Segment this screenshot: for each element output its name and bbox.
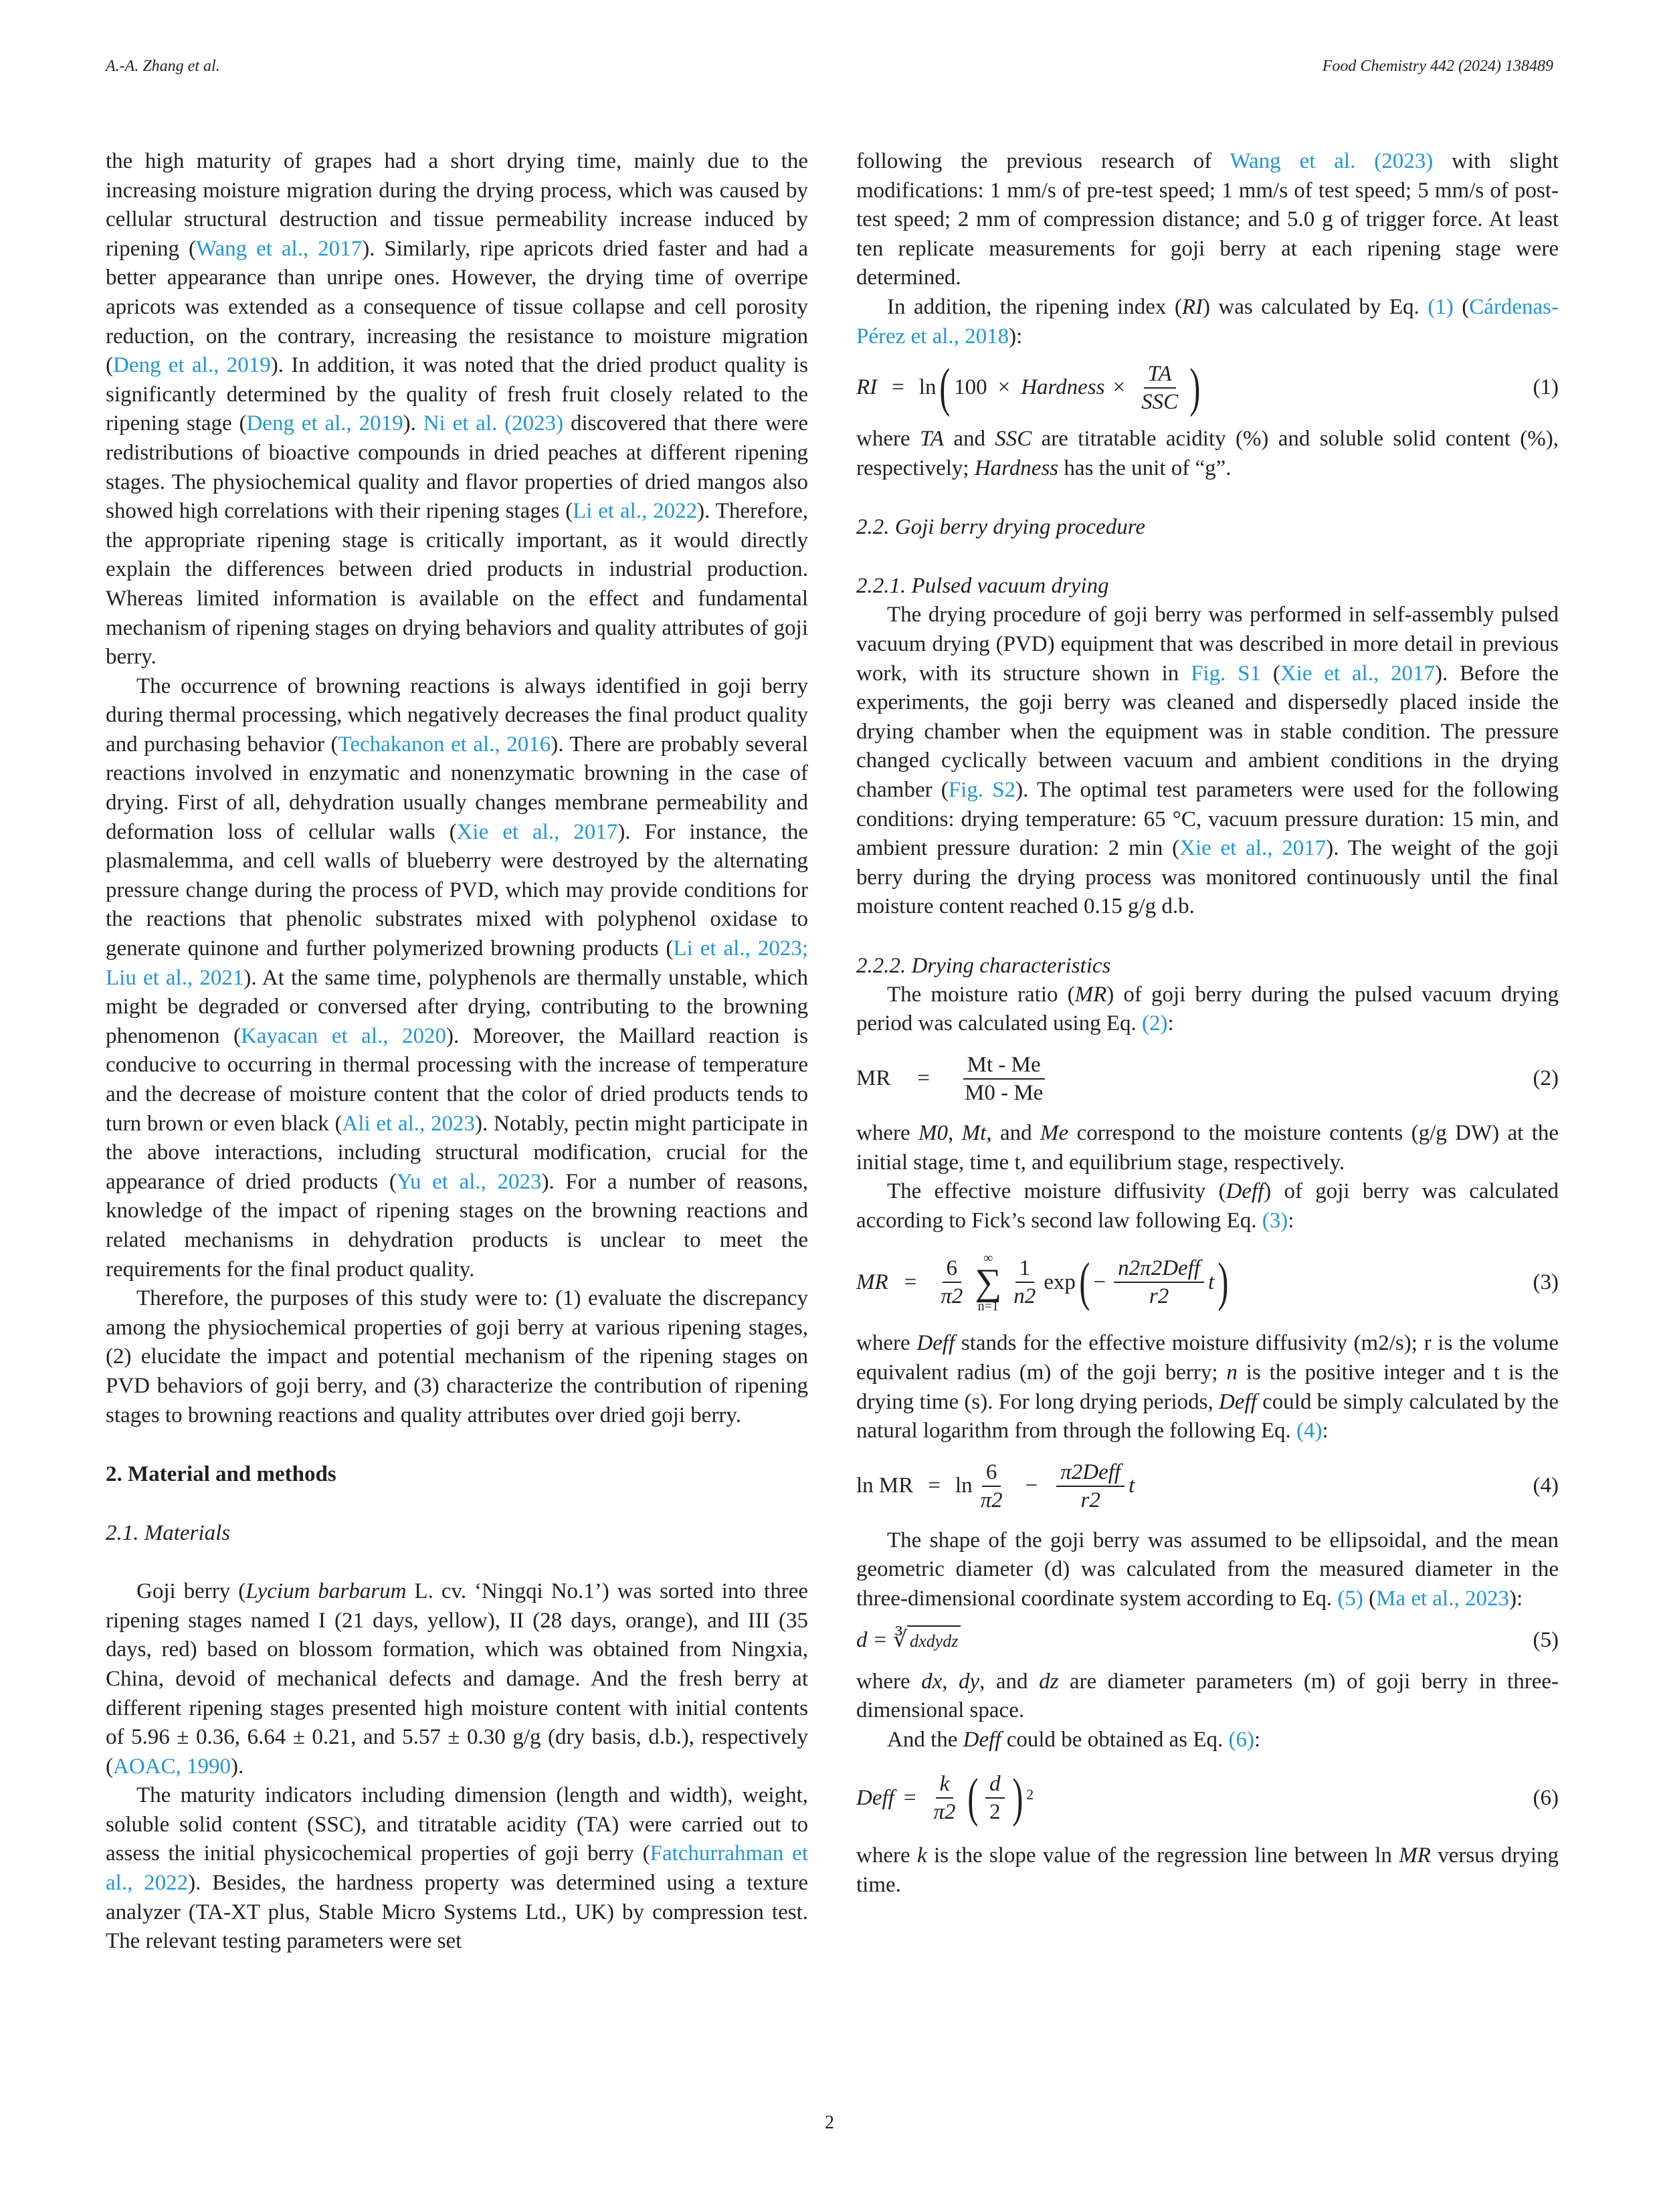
sigma-icon: ∑: [975, 1262, 1002, 1304]
eq-symbol: RI: [856, 375, 878, 400]
denominator: n2: [1013, 1284, 1036, 1309]
paragraph: [856, 1841, 1559, 1900]
text: has the unit of “g”.: [1058, 456, 1232, 480]
text: The drying procedure of goji berry was performed in self-assembly pulsed vacuum drying (PVD) equipment that was described in more detail in previous work, with its structure shown in: [856, 603, 1559, 686]
text: is the positive integer and t is the drying time (s). For long drying periods,: [856, 1361, 1559, 1414]
paragraph: [856, 1526, 1559, 1614]
text: , and: [986, 1121, 1041, 1146]
text: ). Therefore, the appropriate ripening stage is critically important, as it would directly explain the differences between dried products in industrial production. Whereas limited information is available on the effect and fundamental mechanism of ripening stages on drying behaviors and quality attributes of goji berry.: [106, 499, 808, 670]
text: The occurrence of browning reactions is always identified in goji berry during thermal processing, which negatively decreases the final product quality and purchasing behavior (: [106, 674, 808, 757]
paragraph: [856, 147, 1559, 293]
paragraph: [106, 1781, 808, 1956]
symbol: Deff: [963, 1727, 1001, 1752]
text: ). The optimal test parameters were used for the following conditions: drying temperature: 65 °C, vacuum pressure duration: 15 min, and ambient pressure duration: 2 min (: [856, 777, 1559, 861]
eq-operator: ×: [997, 375, 1011, 400]
citation-link[interactable]: Cárdenas-Pérez et al., 2018: [856, 294, 1559, 348]
citation-link[interactable]: Li et al., 2023; Liu et al., 2021: [106, 936, 808, 990]
eq-operator: ×: [1112, 375, 1126, 400]
text: ):: [1009, 324, 1023, 348]
paragraph: [856, 293, 1559, 351]
text: :: [1322, 1419, 1329, 1443]
eq-symbol: t: [1129, 1474, 1135, 1498]
symbol: TA: [919, 427, 944, 451]
running-head-authors: A.-A. Zhang et al.: [106, 58, 220, 75]
page-number: 2: [825, 2112, 834, 2133]
citation-link[interactable]: AOAC, 1990: [113, 1754, 231, 1779]
text: ) was calculated by Eq.: [1202, 294, 1428, 319]
symbol: MR: [1074, 982, 1107, 1007]
citation-link[interactable]: Wang et al. (2023): [1230, 149, 1434, 173]
summation: [975, 1251, 1001, 1314]
symbol: dx: [921, 1669, 943, 1694]
equation-link[interactable]: (3): [1262, 1208, 1288, 1233]
symbol: SSC: [995, 427, 1032, 451]
sum-lower: n=1: [977, 1299, 999, 1314]
subsection-heading: 2.2. Goji berry drying procedure: [856, 515, 1145, 540]
equation-number: (4): [1533, 1474, 1559, 1498]
figure-link[interactable]: Fig. S2: [948, 777, 1016, 802]
text: and: [944, 427, 995, 451]
text: ). The weight of the goji berry during the drying process was monitored continuously until the final moisture content reached 0.15 g/g d.b.: [856, 836, 1559, 919]
text: where: [856, 1669, 922, 1694]
symbol: Deff: [1219, 1389, 1257, 1414]
text: stands for the effective moisture diffusivity (m2/s); r is the volume equivalent radius (m) of the goji berry;: [856, 1331, 1559, 1385]
text: ). In addition, it was noted that the dried product quality is significantly determined by the quality of fresh fruit closely related to the ripening stage (: [106, 353, 808, 436]
text: ) of goji berry during the pulsed vacuum drying period was calculated using Eq.: [856, 982, 1559, 1036]
eq-symbol: ln MR: [856, 1474, 914, 1498]
text: ). There are probably several reactions involved in enzymatic and nonenzymatic browning in the case of drying. First of all, dehydration usually changes membrane permeability and deformation loss of cellular walls (: [106, 732, 808, 844]
eq-fraction: [1009, 1255, 1040, 1310]
symbol: Deff: [916, 1331, 955, 1356]
text: And the: [887, 1727, 963, 1752]
paragraph: [856, 425, 1559, 483]
eq-symbol: t: [1208, 1270, 1215, 1294]
paragraph: [856, 1177, 1559, 1235]
section-heading: 2. Material and methods: [106, 1462, 336, 1487]
right-paren: ): [1189, 359, 1201, 418]
symbol: RI: [1181, 294, 1203, 319]
text: :: [1288, 1208, 1294, 1233]
text: discovered that there were redistributions of bioactive compounds in dried peaches at different ripening stages. The physiochemical quality and flavor properties of dried mangos also showed high correlations with their ripening stages (: [106, 411, 809, 524]
citation-link[interactable]: Deng et al., 2019: [246, 411, 403, 436]
right-paren: ): [1011, 1769, 1023, 1828]
denominator: π2: [980, 1488, 1003, 1512]
text: (: [1261, 661, 1280, 686]
eq-fraction: [961, 1051, 1047, 1106]
eq-number: 100: [954, 375, 987, 400]
text: is the slope value of the regression line between ln: [926, 1843, 1399, 1868]
text: ). Besides, the hardness property was determined using a texture analyzer (TA-XT plus, Stable Micro Systems Ltd., UK) by compression test. The relevant testing parameters were set: [106, 1871, 808, 1954]
equation-number: (6): [1533, 1785, 1559, 1810]
subsubsection-heading: 2.2.1. Pulsed vacuum drying: [856, 574, 1109, 599]
symbol: dz: [1039, 1669, 1059, 1694]
citation-link[interactable]: Ni et al. (2023): [423, 411, 564, 436]
species-name: Lycium barbarum: [246, 1579, 407, 1604]
paragraph: [856, 1329, 1559, 1445]
paragraph: [856, 1119, 1559, 1177]
equation-1: [856, 351, 1559, 425]
eq-fraction: [1056, 1459, 1125, 1514]
text: are titratable acidity (%) and soluble solid content (%), respectively;: [856, 427, 1559, 480]
paragraph: [856, 981, 1559, 1039]
citation-link[interactable]: Xie et al., 2017: [1179, 836, 1327, 861]
numerator: 6: [982, 1459, 1001, 1487]
text: versus drying time.: [856, 1843, 1559, 1897]
denominator: r2: [1149, 1284, 1169, 1309]
exponent: 2: [1026, 1786, 1034, 1803]
equation-number: (5): [1533, 1627, 1559, 1652]
numerator: 6: [943, 1255, 962, 1283]
text: (: [1453, 294, 1470, 319]
text: The effective moisture diffusivity (: [887, 1179, 1226, 1204]
symbol: MR: [1399, 1843, 1431, 1868]
text: ).: [403, 411, 423, 436]
sum-upper: ∞: [983, 1251, 993, 1266]
equation-number: (2): [1533, 1066, 1559, 1091]
paragraph: [856, 1726, 1559, 1755]
text: ). Notably, pectin might participate in the above interactions, including structural modification, crucial for the appearance of dried products (: [106, 1111, 808, 1194]
text: following the previous research of: [856, 149, 1230, 173]
eq-operator: −: [1093, 1270, 1106, 1294]
eq-operator: =: [928, 1474, 941, 1498]
text: ). For a number of reasons, knowledge of the impact of ripening stages on the browning reactions and related mechanisms in dehydration products is unclear to meet the requirements for the final product quality.: [106, 1169, 808, 1282]
text: In addition, the ripening index (: [887, 294, 1182, 319]
right-column: [856, 147, 1559, 1900]
equation-link[interactable]: (5): [1337, 1587, 1363, 1611]
citation-link[interactable]: Yu et al., 2023: [396, 1169, 542, 1194]
text: Goji berry (: [136, 1579, 246, 1604]
numerator: d: [985, 1771, 1005, 1799]
citation-link[interactable]: Kayacan et al., 2020: [240, 1023, 446, 1048]
text: ). At the same time, polyphenols are thermally unstable, which might be degraded or conversed after drying, contributing to the browning phenomenon (: [106, 965, 808, 1048]
text: the high maturity of grapes had a short drying time, mainly due to the increasing moisture migration during the drying process, which was caused by cellular structural destruction and tissue permeability increase induced by ripening (: [106, 149, 808, 261]
eq-fraction: [1137, 361, 1182, 415]
figure-link[interactable]: Fig. S1: [1191, 661, 1262, 686]
eq-fraction: [929, 1771, 959, 1825]
subsubsection-heading: 2.2.2. Drying characteristics: [856, 953, 1111, 978]
equation-number: (3): [1533, 1270, 1559, 1294]
radicand: dxdydz: [907, 1625, 961, 1656]
eq-operator: =: [892, 375, 904, 400]
eq-operator: =: [917, 1066, 930, 1091]
subsection-heading: 2.1. Materials: [106, 1521, 231, 1546]
text: are diameter parameters (m) of goji berry in three-dimensional space.: [856, 1669, 1559, 1723]
citation-link[interactable]: Ali et al., 2023: [342, 1111, 476, 1136]
eq-symbol: MR: [856, 1270, 888, 1294]
eq-symbol: Deff: [856, 1785, 894, 1810]
eq-fraction: [977, 1459, 1007, 1514]
left-paren: (: [939, 359, 951, 418]
text: ). Similarly, ripe apricots dried faster and had a better appearance than unripe ones. However, the drying time of overripe apricots was extended as a consequence of tissue collapse and cell porosity reduction, on the contrary, increasing the resistance to moisture migration (: [106, 236, 808, 378]
text: where: [856, 1331, 917, 1356]
text: with slight modifications: 1 mm/s of pre-test speed; 1 mm/s of test speed; 5 mm/s of post-test speed; 2 mm of compression distance; and 5.0 g of trigger force. At least ten replicate measurements for goji berry at each ripening stage were determined.: [856, 149, 1559, 290]
eq-operator: −: [1025, 1474, 1038, 1498]
text: correspond to the moisture contents (g/g DW) at the initial stage, time t, and equilibrium stage, respectively.: [856, 1121, 1559, 1175]
citation-link[interactable]: Wang et al., 2017: [195, 236, 363, 261]
symbol: n: [1226, 1361, 1238, 1385]
left-paren: (: [967, 1769, 978, 1828]
text: could be obtained as Eq.: [1001, 1727, 1229, 1752]
symbol: dy: [959, 1669, 980, 1694]
denominator: r2: [1080, 1488, 1100, 1512]
equation-4: [856, 1446, 1559, 1526]
eq-symbol: MR: [856, 1066, 891, 1091]
text: ,: [948, 1121, 962, 1146]
numerator: 1: [1015, 1255, 1035, 1283]
eq-fraction: [1114, 1255, 1204, 1310]
citation-link[interactable]: Techakanon et al., 2016: [338, 732, 551, 757]
right-paren: ): [1217, 1253, 1229, 1312]
symbol: k: [916, 1843, 927, 1868]
denominator: π2: [941, 1284, 963, 1309]
eq-fraction: [937, 1255, 967, 1310]
eq-fraction: [985, 1771, 1005, 1825]
equation-link[interactable]: (4): [1296, 1419, 1323, 1443]
text: ) of goji berry was calculated according to Fick’s second law following Eq.: [856, 1179, 1559, 1233]
text: where: [856, 427, 920, 451]
cube-root-icon: ∛: [893, 1627, 908, 1652]
text: The maturity indicators including dimension (length and width), weight, soluble solid content (SSC), and titratable acidity (TA) were carried out to assess the initial physicochemical properties of goji berry (: [106, 1783, 808, 1866]
text: ). For instance, the plasmalemma, and cell walls of blueberry were destroyed by the alternating pressure change during the process of PVD, which may provide conditions for the reactions that phenolic substrates mixed with polyphenol oxidase to generate quinone and further polymerized browning products (: [106, 819, 809, 961]
equation-5: [856, 1614, 1559, 1668]
text: The shape of the goji berry was assumed to be ellipsoidal, and the mean geometric diameter (d) was calculated from the measured diameter in the three-dimensional coordinate system according to Eq.: [856, 1528, 1559, 1611]
text: (: [1363, 1587, 1377, 1611]
symbol: Deff: [1226, 1179, 1264, 1204]
eq-function: ln: [918, 375, 937, 400]
numerator: Mt - Me: [963, 1051, 1045, 1080]
citation-link[interactable]: Li et al., 2022: [573, 499, 698, 524]
equation-link[interactable]: (2): [1142, 1011, 1168, 1036]
denominator: 2: [989, 1800, 1001, 1825]
eq-operator: =: [904, 1270, 917, 1294]
paragraph: [856, 601, 1559, 922]
equation-link[interactable]: (1): [1428, 294, 1454, 319]
left-paren: (: [1079, 1253, 1090, 1312]
text: ). Moreover, the Maillard reaction is conducive to occurring in thermal processing with the increase of temperature and the decrease of moisture content that the color of dried products tends to turn brown or even black (: [106, 1023, 808, 1136]
equation-2: [856, 1039, 1559, 1119]
numerator: k: [936, 1771, 954, 1799]
denominator: SSC: [1141, 390, 1179, 415]
citation-link[interactable]: Xie et al., 2017: [1280, 661, 1436, 686]
numerator: π2Deff: [1056, 1459, 1125, 1487]
equation-3: [856, 1235, 1559, 1329]
text: where: [856, 1121, 919, 1146]
citation-link[interactable]: Deng et al., 2019: [113, 353, 271, 378]
text: where: [856, 1843, 917, 1868]
text: ):: [1508, 1587, 1523, 1611]
symbol: Hardness: [974, 456, 1059, 480]
eq-operator: =: [874, 1627, 887, 1652]
text: , and: [979, 1669, 1040, 1694]
eq-symbol: Hardness: [1021, 375, 1105, 400]
eq-operator: =: [903, 1785, 916, 1810]
text: could be simply calculated by the natural logarithm from through the following Eq.: [856, 1389, 1559, 1443]
text: ).: [231, 1754, 244, 1779]
equation-link[interactable]: (6): [1228, 1727, 1254, 1752]
eq-function: exp: [1044, 1270, 1076, 1294]
eq-symbol: d: [856, 1627, 868, 1652]
equation-6: [856, 1754, 1559, 1841]
symbol: Me: [1040, 1121, 1069, 1146]
paragraph: [106, 672, 808, 1284]
paragraph: Therefore, the purposes of this study were to: (1) evaluate the discrepancy among the physiochemical properties of goji berry at various ripening stages, (2) elucidate the impact and potential mechanism of the ripening stages on PVD behaviors of goji berry, and (3) characterize the contribution of ripening stages to browning reactions and quality attributes over dried goji berry.: [106, 1286, 808, 1427]
symbol: M0: [918, 1121, 949, 1146]
paragraph: [856, 1668, 1559, 1726]
numerator: n2π2Deff: [1114, 1255, 1204, 1283]
text: ,: [942, 1669, 959, 1694]
text: :: [1254, 1727, 1261, 1752]
text: The moisture ratio (: [887, 982, 1075, 1007]
citation-link[interactable]: Ma et al., 2023: [1376, 1587, 1509, 1611]
paragraph: [106, 1577, 808, 1781]
symbol: Mt: [961, 1121, 987, 1146]
citation-link[interactable]: Xie et al., 2017: [456, 819, 618, 844]
running-head-journal: Food Chemistry 442 (2024) 138489: [1322, 58, 1553, 75]
citation-link[interactable]: Fatchurrahman et al., 2022: [106, 1841, 808, 1896]
equation-number: (1): [1533, 375, 1559, 400]
eq-function: ln: [955, 1474, 973, 1498]
denominator: M0 - Me: [964, 1081, 1044, 1106]
numerator: TA: [1144, 361, 1176, 389]
denominator: π2: [933, 1800, 956, 1825]
paragraph: [106, 147, 808, 672]
left-column: [106, 147, 808, 1956]
text: ). Before the experiments, the goji berry was cleaned and dispersedly placed inside the drying chamber when the equipment was in stable condition. The pressure changed cyclically between vacuum and ambient conditions in the drying chamber (: [856, 661, 1559, 802]
text: :: [1167, 1011, 1174, 1036]
text: L. cv. ‘Ningqi No.1’) was sorted into three ripening stages named I (21 days, yellow), II (28 days, orange), and III (35 days, red) based on blossom formation, which was obtained from Ningxia, China, devoid of mechanical defects and damage. And the fresh berry at different ripening stages presented high moisture content with initial contents of 5.96 ± 0.36, 6.64 ± 0.21, and 5.57 ± 0.30 g/g (dry basis, d.b.), respectively (: [106, 1579, 808, 1779]
